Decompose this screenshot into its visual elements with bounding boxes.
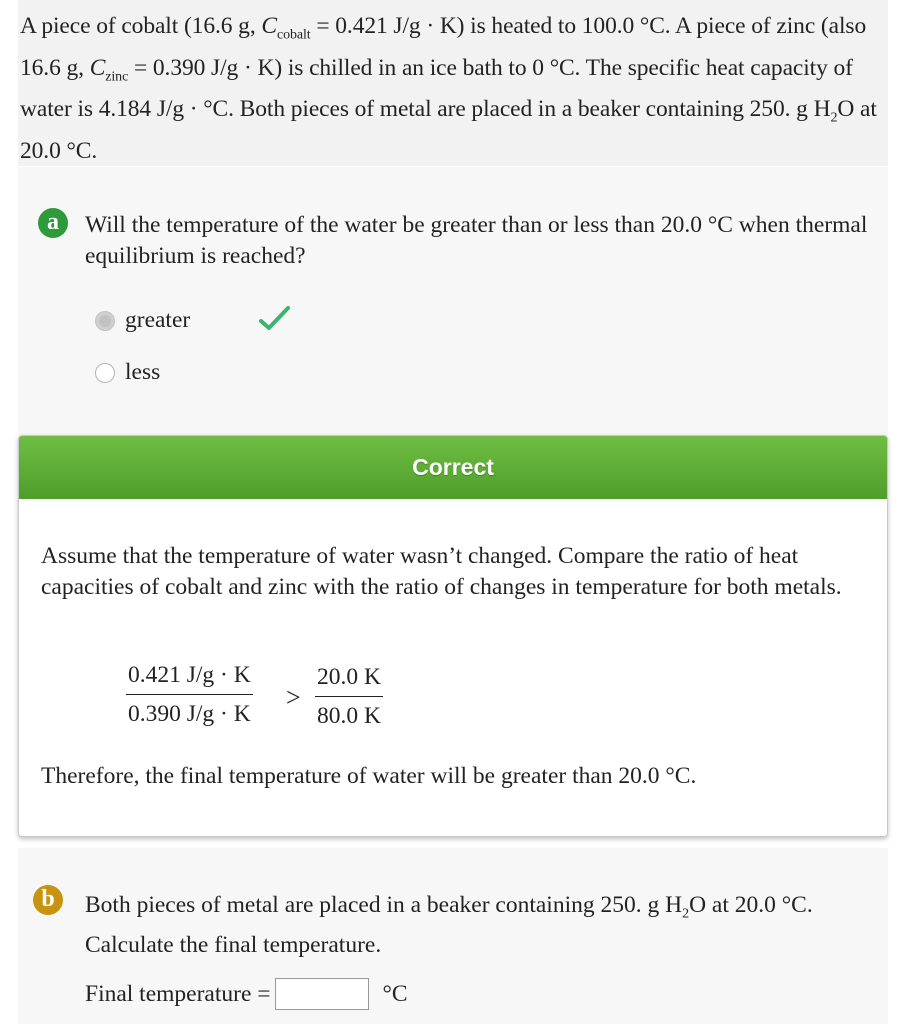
radio-less[interactable]	[95, 363, 115, 383]
problem-intro	[18, 0, 888, 166]
temperature-change-ratio	[315, 662, 383, 731]
cobalt-temperature-change: 80.0 K	[317, 703, 381, 729]
checkmark-icon	[258, 305, 292, 333]
problem-statement: A piece of cobalt (16.6 g, $C_{cobalt} = 0.421$ J/g · K) is heated to 100.0 °C. A piece of zinc (also 16.6 g, $C_{zinc} = 0.390$ J/g · K) is chilled in an ice bath to 0 °C. The specific heat capacity of water is 4.184 J/g · °C. Both pieces of metal are placed in a beaker containing 250. g $H_2O$ at 20.0 °C.	[20, 13, 877, 165]
zinc-temperature-change: 20.0 K	[317, 664, 381, 690]
feedback-header: Correct	[19, 436, 887, 499]
final-temperature-label: Final temperature =	[85, 980, 271, 1007]
option-greater[interactable]	[95, 307, 190, 334]
radio-greater[interactable]	[95, 311, 115, 331]
part-a-section	[18, 167, 888, 435]
option-less[interactable]	[95, 359, 160, 386]
part-a-badge: a	[38, 208, 68, 238]
feedback-conclusion: Therefore, the final temperature of water will be greater than 20.0 °C.	[41, 763, 697, 789]
final-temperature-input[interactable]	[275, 978, 369, 1010]
feedback-panel	[18, 435, 888, 837]
option-greater-label: greater	[125, 307, 191, 333]
comparison-sign: >	[286, 683, 301, 712]
temperature-unit: °C	[382, 980, 408, 1007]
part-b-badge: b	[33, 885, 63, 915]
fraction-bar	[126, 694, 253, 695]
part-a-question: Will the temperature of the water be greater than or less than 20.0 °C when thermal equilibrium is reached?	[85, 212, 868, 269]
part-b-question: Both pieces of metal are placed in a beaker containing 250. g $H_2O$ at 20.0 °C. Calculate the final temperature.	[85, 892, 813, 958]
final-temperature-row	[85, 978, 408, 1010]
heat-capacity-ratio	[126, 660, 253, 729]
fraction-bar	[315, 696, 383, 697]
feedback-explanation: Assume that the temperature of water wasn’t changed. Compare the ratio of heat capacities of cobalt and zinc with the ratio of changes in temperature for both metals.	[41, 543, 842, 600]
zinc-heat-capacity: 0.390 J/g · K	[128, 701, 251, 727]
option-less-label: less	[125, 359, 161, 385]
cobalt-heat-capacity: 0.421 J/g · K	[128, 662, 251, 688]
